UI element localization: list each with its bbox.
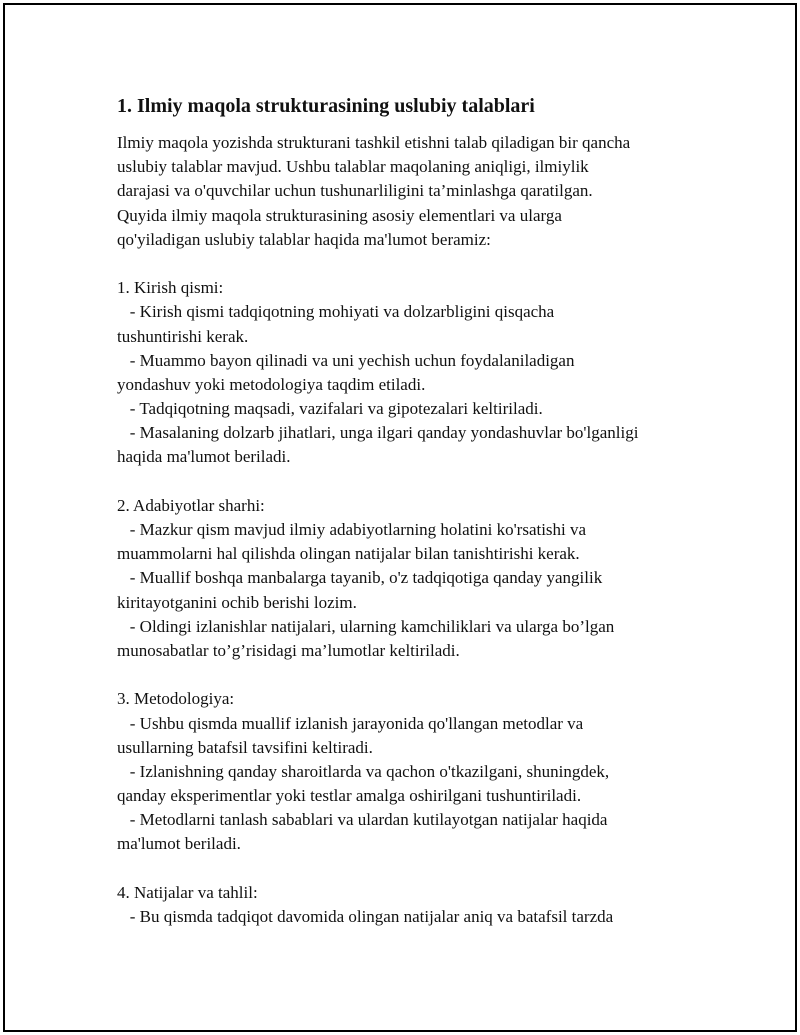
section-line: haqida ma'lumot beriladi.	[117, 447, 291, 467]
intro-paragraph	[117, 131, 717, 252]
intro-line: Quyida ilmiy maqola strukturasining asosiy elementlari va ularga	[117, 205, 562, 225]
section-line: - Kirish qismi tadqiqotning mohiyati va dolzarbligini qisqacha	[117, 302, 555, 322]
intro-line: Ilmiy maqola yozishda strukturani tashkil etishni talab qiladigan bir qancha	[117, 133, 631, 152]
paragraph-gap	[117, 252, 717, 276]
section-line: - Muallif boshqa manbalarga tayanib, o'z tadqiqotiga qanday yangilik	[117, 568, 603, 588]
section-heading: 2. Adabiyotlar sharhi:	[117, 495, 265, 515]
section-line: - Mazkur qism mavjud ilmiy adabiyotlarning holatini ko'rsatishi va	[117, 520, 587, 539]
section-metodologiya	[117, 687, 717, 856]
section-natijalar	[117, 881, 717, 929]
section-line: tushuntirishi kerak.	[117, 326, 249, 346]
section-line: munosabatlar to’g’risidagi ma’lumotlar keltiriladi.	[117, 640, 460, 660]
section-line: muammolarni hal qilishda olingan natijalar bilan tanishtirishi kerak.	[117, 544, 580, 564]
section-line: - Oldingi izlanishlar natijalari, ularning kamchiliklari va ularga bo’lgan	[117, 616, 615, 636]
section-line: qanday eksperimentlar yoki testlar amalga oshirilgani tushuntiriladi.	[117, 786, 582, 806]
section-line: - Ushbu qismda muallif izlanish jarayonida qo'llangan metodlar va	[117, 713, 584, 733]
section-line: yondashuv yoki metodologiya taqdim etiladi.	[117, 374, 426, 394]
intro-line: qo'yiladigan uslubiy talablar haqida ma'lumot beramiz:	[117, 229, 491, 249]
section-line: usullarning batafsil tavsifini keltiradi.	[117, 737, 373, 757]
section-line: - Muammo bayon qilinadi va uni yechish uchun foydalaniladigan	[117, 350, 575, 370]
document-title: 1. Ilmiy maqola strukturasining uslubiy talablari	[117, 95, 535, 117]
section-line: - Masalaning dolzarb jihatlari, unga ilgari qanday yondashuvlar bo'lganligi	[117, 423, 639, 443]
intro-line: darajasi va o'quvchilar uchun tushunarliligini ta’minlashga qaratilgan.	[117, 181, 593, 201]
section-line: - Bu qismda tadqiqot davomida olingan natijalar aniq va batafsil tarzda	[117, 907, 614, 926]
section-line: - Metodlarni tanlash sabablari va ulardan kutilayotgan natijalar haqida	[117, 810, 608, 830]
section-line: kiritayotganini ochib berishi lozim.	[117, 592, 357, 612]
section-adabiyotlar	[117, 494, 717, 663]
section-heading: 4. Natijalar va tahlil:	[117, 882, 258, 902]
section-kirish	[117, 276, 717, 470]
paragraph-gap	[117, 857, 717, 881]
section-line: - Tadqiqotning maqsadi, vazifalari va gipotezalari keltiriladi.	[117, 399, 543, 419]
intro-line: uslubiy talablar mavjud. Ushbu talablar maqolaning aniqligi, ilmiylik	[117, 157, 589, 177]
document-body	[117, 93, 717, 929]
paragraph-gap	[117, 663, 717, 687]
section-line: - Izlanishning qanday sharoitlarda va qachon o'tkazilgani, shuningdek,	[117, 761, 610, 781]
section-heading: 1. Kirish qismi:	[117, 278, 224, 298]
section-heading: 3. Metodologiya:	[117, 689, 235, 709]
paragraph-gap	[117, 470, 717, 494]
section-line: ma'lumot beriladi.	[117, 834, 241, 854]
